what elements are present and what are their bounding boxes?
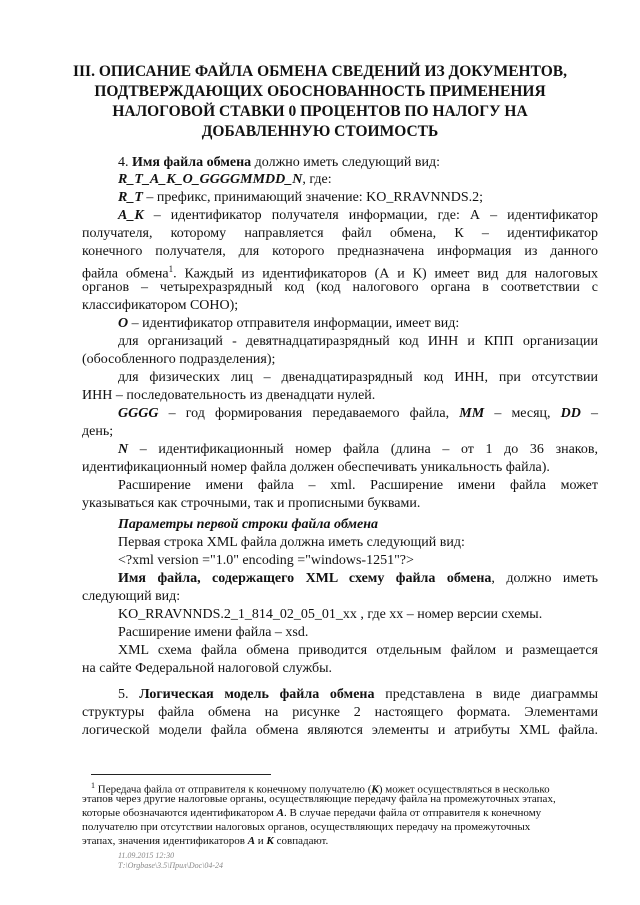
extension-line-2: указываться как строчными, так и прописными буквами. — [82, 496, 421, 511]
filename-pattern: R_T_A_K_O_GGGGMMDD_N, где: — [118, 172, 332, 187]
n-definition-line-2: идентификационный номер файла должен обеспечивать уникальность файла). — [82, 460, 550, 475]
xml-declaration: <?xml version ="1.0" encoding ="windows-1251"?> — [118, 553, 414, 568]
heading-line-4: ДОБАВЛЕННУЮ СТОИМОСТЬ — [201, 123, 439, 140]
xml-schema-line-2: на сайте Федеральной налоговой службы. — [82, 661, 332, 676]
footnote-line-1: $^1$ Передача файла от отправителя к конечному получателю (К) может осуществляться в несколько — [91, 781, 550, 796]
paragraph-5-line-2: структуры файла обмена на рисунке 2 настоящего формата. Элементами — [82, 705, 598, 720]
ak-definition-line-1: A_K – идентификатор получателя информации, где: А – идентификатор — [118, 208, 598, 223]
heading-line-3: НАЛОГОВОЙ СТАВКИ 0 ПРОЦЕНТОВ ПО НАЛОГУ НА — [112, 103, 528, 120]
ak-definition-line-4: файла обмена$^1$. Каждый из идентификаторов (А и К) имеет вид для налоговых — [82, 264, 598, 282]
xml-schema-line-1: XML схема файла обмена приводится отдельным файлом и размещается — [118, 643, 598, 658]
ak-definition-line-3: конечного получателя, для которого предназначена информация из данного — [82, 244, 598, 259]
ak-definition-line-6: классификатором СОНО); — [82, 298, 239, 313]
paragraph-5-line-1: 5. Логическая модель файла обмена представлена в виде диаграммы — [118, 687, 599, 702]
n-definition-line-1: N – идентификационный номер файла (длина – от 1 до 36 знаков, — [118, 442, 598, 457]
footnote-reference: 1 — [168, 264, 174, 274]
o-definition: O – идентификатор отправителя информации, имеет вид: — [118, 316, 460, 331]
parameters-subheading: Параметры первой строки файла обмена — [118, 517, 378, 532]
xsd-extension: Расширение имени файла – xsd. — [118, 625, 309, 640]
individual-identifier-line-1: для физических лиц – двенадцатиразрядный код ИНН, при отсутствии — [118, 370, 598, 385]
first-line-text: Первая строка XML файла должна иметь следующий вид: — [118, 535, 465, 550]
footnote-line-5: этапах, значения идентификаторов А и К совпадают. — [82, 835, 329, 847]
ak-definition-line-5: органов – четырехразрядный код (код налогового органа в соответствии с — [82, 280, 598, 295]
paragraph-4-title: 4. Имя файла обмена должно иметь следующий вид: — [118, 155, 441, 170]
print-stamp-path: Т:\Orgbase\3.5\Прил\Doc\04-24 — [118, 861, 224, 870]
section-heading — [60, 62, 580, 142]
footnote-divider — [91, 774, 271, 775]
schema-name-line-1: Имя файла, содержащего XML схему файла обмена, должно иметь — [118, 571, 598, 586]
individual-identifier-line-2: ИНН – последовательность из двенадцати нулей. — [82, 388, 376, 403]
extension-line-1: Расширение имени файла – xml. Расширение имени файла может — [118, 478, 598, 493]
paragraph-5-line-3: логической модели файла обмена являются элементы и атрибуты XML файла. — [82, 723, 598, 738]
date-definition-line-1: GGGG – год формирования передаваемого файла, MM – месяц, DD – — [118, 406, 599, 421]
org-identifier-line-2: (обособленного подразделения); — [82, 352, 276, 367]
heading-line-2: ПОДТВЕРЖДАЮЩИХ ОБОСНОВАННОСТЬ ПРИМЕНЕНИЯ — [94, 83, 546, 100]
footnote-line-3: которые обозначаются идентификатором А. В случае передачи файла от отправителя к конечному — [82, 807, 542, 819]
ak-definition-line-2: получателя, которому направляется файл обмена, К – идентификатор — [82, 226, 598, 241]
heading-line-1: III. ОПИСАНИЕ ФАЙЛА ОБМЕНА СВЕДЕНИЙ ИЗ ДОКУМЕНТОВ, — [72, 63, 568, 80]
rt-definition: R_T – префикс, принимающий значение: KO_RRAVNNDS.2; — [118, 190, 484, 205]
footnote-line-2: этапов через другие налоговые органы, осуществляющие передачу файла на промежуточных этапах, — [82, 793, 556, 805]
org-identifier-line-1: для организаций - девятнадцатиразрядный код ИНН и КПП организации — [118, 334, 598, 349]
print-stamp-date: 11.09.2015 12:30 — [118, 851, 175, 860]
footnote-line-4: получателю при отсутствии налоговых органов, осуществляющих передачу на промежуточных — [82, 821, 531, 833]
date-definition-line-2: день; — [82, 424, 114, 439]
schema-name-line-2: следующий вид: — [82, 589, 181, 604]
schema-filename: KO_RRAVNNDS.2_1_814_02_05_01_xx , где хх – номер версии схемы. — [118, 607, 543, 622]
